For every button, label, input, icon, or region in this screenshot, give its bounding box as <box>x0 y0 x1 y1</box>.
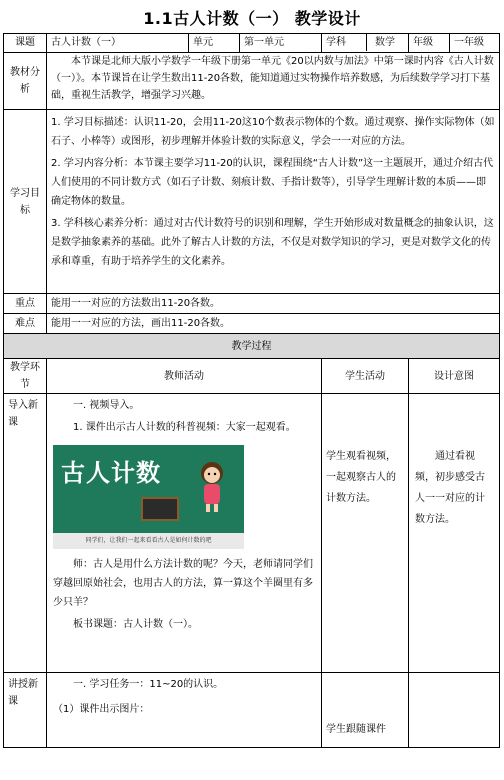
topic-label: 课题 <box>4 34 47 53</box>
design-intent-new <box>409 673 500 748</box>
student-activity-new: 学生跟随课件 <box>322 673 409 748</box>
analysis-row <box>4 53 500 110</box>
topic-value: 古人计数（一） <box>47 34 189 53</box>
col-intent: 设计意图 <box>409 359 500 394</box>
teacher-activity-new: 一. 学习任务一：11~20的认识。 （1）课件出示图片： <box>47 673 322 748</box>
process-title-row <box>4 334 500 359</box>
subject-label: 学科 <box>322 34 367 51</box>
stage-new: 讲授新课 <box>4 673 47 748</box>
design-intent-intro: 通过看视频，初步感受古人一一对应的计数方法。 <box>409 394 500 673</box>
goal-2: 2. 学习内容分析：本节课主要学习11-20的认识，课程围绕“古人计数”这一主题展开，通过介绍古代人们使用的不同计数方式（如石子计数、刻痕计数、手指计数等），引导学生理解计数的本质——即确定物体的数量。 <box>51 158 494 207</box>
difficulty-row <box>4 314 500 334</box>
blackboard-illustration <box>141 497 179 521</box>
student-activity-intro: 学生观看视频，一起观察古人的计数方法。 <box>322 394 409 673</box>
process-row-new <box>4 673 500 748</box>
subject-value: 数学 <box>375 37 395 48</box>
process-row-intro <box>4 394 500 673</box>
stage-intro: 导入新课 <box>4 394 47 673</box>
col-student: 学生活动 <box>322 359 409 394</box>
lesson-plan-table <box>3 33 500 748</box>
goals-content <box>47 110 500 294</box>
goals-label: 学习目标 <box>4 110 47 294</box>
process-section-title: 教学过程 <box>4 334 500 359</box>
difficulty-label: 难点 <box>4 314 47 334</box>
teacher-activity-intro: 一. 视频导入。 1. 课件出示古人计数的科普视频：大家一起观看。 古人计数 同学们，让我们一起来看看古人是如何计数的吧 师：古人是用什么方法计数的呢？今天，老师请同学们穿越回原始社会，也用古人的方法，算一算这个羊圈里有多少只羊？ 板书课题：古人计数（一）。 <box>47 394 322 673</box>
process-header-row <box>4 359 500 394</box>
header-row <box>4 34 500 53</box>
difficulty-text: 能用一一对应的方法，画出11-20各数。 <box>47 314 500 334</box>
unit-value: 第一单元 <box>240 34 322 53</box>
goals-row <box>4 110 500 294</box>
video-thumbnail[interactable] <box>53 445 244 549</box>
grade-value: 一年级 <box>450 34 500 53</box>
key-point-row <box>4 294 500 314</box>
unit-label: 单元 <box>189 34 240 53</box>
key-point-text: 能用一一对应的方法数出11-20各数。 <box>47 294 500 314</box>
col-teacher: 教师活动 <box>47 359 322 394</box>
analysis-label: 教材分析 <box>4 53 47 110</box>
key-point-label: 重点 <box>4 294 47 314</box>
grade-label: 年级 <box>409 34 450 53</box>
girl-illustration <box>194 459 230 513</box>
col-stage: 教学环节 <box>4 359 47 394</box>
goal-1: 1. 学习目标描述：认识11-20，会用11-20这10个数表示物体的个数。通过观察、操作实际物体（如石子、小棒等）或图形，初步理解并体验计数的实际意义，学会一一对应的方法。 <box>51 117 495 147</box>
video-title: 古人计数 <box>61 459 161 487</box>
analysis-text: 本节课是北师大版小学数学一年级下册第一单元《20以内数与加法》中第一课时内容《古人计数（一）》。本节课旨在让学生数出11-20各数，能知道通过实物操作培养数感，为后续数学学习打下基础，重视生活教学，增强学习兴趣。 <box>47 53 500 110</box>
goal-3: 3. 学科核心素养分析：通过对古代计数符号的识别和理解，学生开始形成对数量概念的抽象认识，这是数学抽象素养的基础。此外了解古人计数的方法，不仅是对数学知识的学习，更是对数学文化的传承和尊重，有助于培养学生的文化素养。 <box>51 218 494 267</box>
video-caption: 同学们，让我们一起来看看古人是如何计数的吧 <box>53 533 244 549</box>
page-title: 1.1古人计数（一） 教学设计 <box>143 9 361 28</box>
